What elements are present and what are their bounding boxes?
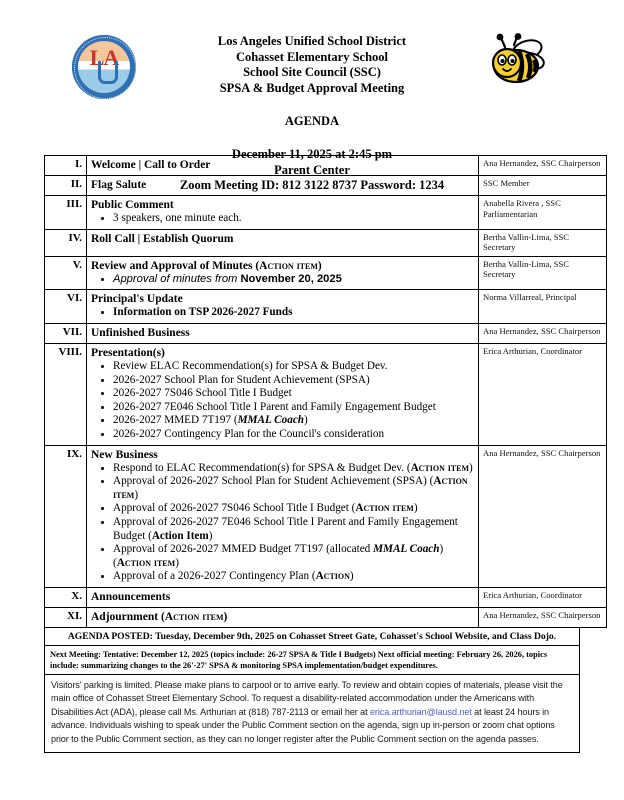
row-number: VII.: [45, 323, 87, 343]
row-content: [87, 343, 479, 445]
row-title: New Business: [91, 448, 158, 461]
logo-text: LA: [89, 45, 119, 70]
row-title: Flag Salute: [91, 179, 147, 191]
logo-ring: [74, 37, 136, 99]
meeting-details: [0, 147, 624, 194]
row-responsible-party: Norma Villarreal, Principal: [479, 290, 607, 324]
row-content: [87, 587, 479, 607]
row-responsible-party: Ana Hernandez, SSC Chairperson: [479, 323, 607, 343]
row-bullet: • Respond to ELAC Recommendation(s) for SPSA & Budget Dev. (Action item): [113, 462, 474, 476]
row-responsible-party: Bertha Vallin-Lima, SSC Secretary: [479, 256, 607, 290]
row-number: I.: [45, 156, 87, 176]
table-row: [45, 607, 607, 627]
row-number: IV.: [45, 229, 87, 256]
row-responsible-party: Ana Hernandez, SSC Chairperson: [479, 607, 607, 627]
row-number: X.: [45, 587, 87, 607]
row-bullet: • 2026-2027 School Plan for Student Achievement (SPSA): [113, 374, 474, 388]
row-bullet: • 2026-2027 MMED 7T197 (MMAL Coach): [113, 414, 474, 428]
row-bullet-list: [91, 462, 474, 584]
row-number: II.: [45, 176, 87, 196]
table-row: [45, 290, 607, 324]
row-content: [87, 196, 479, 230]
table-row: [45, 229, 607, 256]
row-responsible-party: Bertha Vallin-Lima, SSC Secretary: [479, 229, 607, 256]
district-name: Los Angeles Unified School District: [217, 34, 407, 48]
row-title: Adjournment (Action item): [91, 610, 228, 623]
row-bullet: • Approval of a 2026-2027 Contingency Plan (Action): [113, 570, 474, 584]
council-name: School Site Council (SSC): [243, 65, 381, 79]
contact-email-link[interactable]: erica.arthurian@lausd.net: [369, 706, 472, 717]
row-content: [87, 290, 479, 324]
row-responsible-party: Ana Hernandez, SSC Chairperson: [479, 156, 607, 176]
agenda-table: [44, 155, 607, 628]
row-bullet-list: [91, 273, 474, 287]
agenda-posted-bar: AGENDA POSTED: Tuesday, December 9th, 2025 on Cohasset Street Gate, Cohasset's School Website, and Class Dojo.: [44, 628, 580, 646]
row-content: [87, 445, 479, 587]
meeting-datetime: December 11, 2025 at 2:45 pm: [231, 147, 393, 161]
table-row: [45, 343, 607, 445]
lausd-logo: [72, 35, 136, 99]
row-bullet-list: [91, 212, 474, 226]
row-content: [87, 607, 479, 627]
table-row: [45, 445, 607, 587]
next-meeting-bar: Next Meeting: Tentative: December 12, 2025 (topics include: 26-27 SPSA & Title I Budgets) Next official meeting: February 26, 2026, topics include: summarizing changes to the 26'-27' SPSA & monitoring SPSA implementation/budget expenditures.: [44, 646, 580, 675]
row-title: Review and Approval of Minutes (Action item): [91, 259, 322, 272]
notice-text-part1: Visitors' parking is limited. Please make plans to carpool or to arrive early. To review and obtain copies of materials, please visit the main office of Cohasset Street Elementary School. To request a disability-related accommodation under the Americans with Disabilities Act (ADA), please call Ms. Arthurian at (818) 787-2113 or email her at: [51, 679, 563, 717]
row-bullet: • Approval of minutes from November 20, 2025: [113, 273, 474, 287]
agenda-table-wrap: [0, 155, 624, 753]
row-content: [87, 323, 479, 343]
row-number: VIII.: [45, 343, 87, 445]
school-name: Cohasset Elementary School: [235, 49, 389, 64]
row-number: V.: [45, 256, 87, 290]
row-bullet: • Approval of 2026-2027 7E046 School Title I Parent and Family Engagement Budget (Action Item): [113, 516, 474, 543]
row-number: IX.: [45, 445, 87, 587]
row-title: Roll Call | Establish Quorum: [91, 232, 234, 245]
row-bullet: • 2026-2027 7S046 School Title I Budget: [113, 387, 474, 401]
table-row: [45, 196, 607, 230]
row-bullet: • 2026-2027 Contingency Plan for the Council's consideration: [113, 428, 474, 442]
row-bullet: • Approval of 2026-2027 School Plan for Student Achievement (SPSA) (Action item): [113, 475, 474, 502]
row-bullet: • Approval of 2026-2027 MMED Budget 7T197 (allocated MMAL Coach) (Action item): [113, 543, 474, 570]
row-title: Unfinished Business: [91, 326, 190, 339]
row-number: XI.: [45, 607, 87, 627]
row-responsible-party: Erica Arthurian, Coordinator: [479, 343, 607, 445]
table-row: [45, 587, 607, 607]
meeting-type: SPSA & Budget Approval Meeting: [219, 80, 405, 95]
row-bullet-list: [91, 306, 474, 320]
bee-icon: [486, 33, 552, 89]
row-number: III.: [45, 196, 87, 230]
row-content: [87, 256, 479, 290]
row-responsible-party: Erica Arthurian, Coordinator: [479, 587, 607, 607]
row-bullet: • Information on TSP 2026-2027 Funds: [113, 306, 474, 320]
row-number: VI.: [45, 290, 87, 324]
row-title: Announcements: [91, 590, 171, 603]
notice-text-part2: at least 24 hours in advance. Individuals wishing to speak under the Public Comment section on the agenda, sign up in-person or zoom chat options prior to the Public Comment section, as they can no longer register after the Public Comment section on the agenda passes.: [51, 706, 555, 744]
accessibility-notice: [44, 675, 580, 753]
table-row: [45, 323, 607, 343]
row-bullet: • Review ELAC Recommendation(s) for SPSA & Budget Dev.: [113, 360, 474, 374]
row-bullet-list: [91, 360, 474, 442]
row-bullet: • 2026-2027 7E046 School Title I Parent and Family Engagement Budget: [113, 401, 474, 415]
row-responsible-party: SSC Member: [479, 176, 607, 196]
row-title: Presentation(s): [91, 346, 165, 359]
row-responsible-party: Ana Hernandez, SSC Chairperson: [479, 445, 607, 587]
row-title: Welcome | Call to Order: [91, 159, 211, 171]
row-responsible-party: Anabella Rivera , SSC Parliamentarian: [479, 196, 607, 230]
zoom-info: Zoom Meeting ID: 812 3122 8737 Password: 1234: [179, 178, 445, 192]
table-row: [45, 256, 607, 290]
row-content: [87, 229, 479, 256]
agenda-heading: AGENDA: [284, 114, 340, 128]
row-bullet: • Approval of 2026-2027 7S046 School Title I Budget (Action item): [113, 502, 474, 516]
row-title: Principal's Update: [91, 293, 183, 306]
meeting-location: Parent Center: [274, 162, 350, 177]
row-bullet: • 3 speakers, one minute each.: [113, 212, 474, 226]
row-title: Public Comment: [91, 199, 174, 211]
